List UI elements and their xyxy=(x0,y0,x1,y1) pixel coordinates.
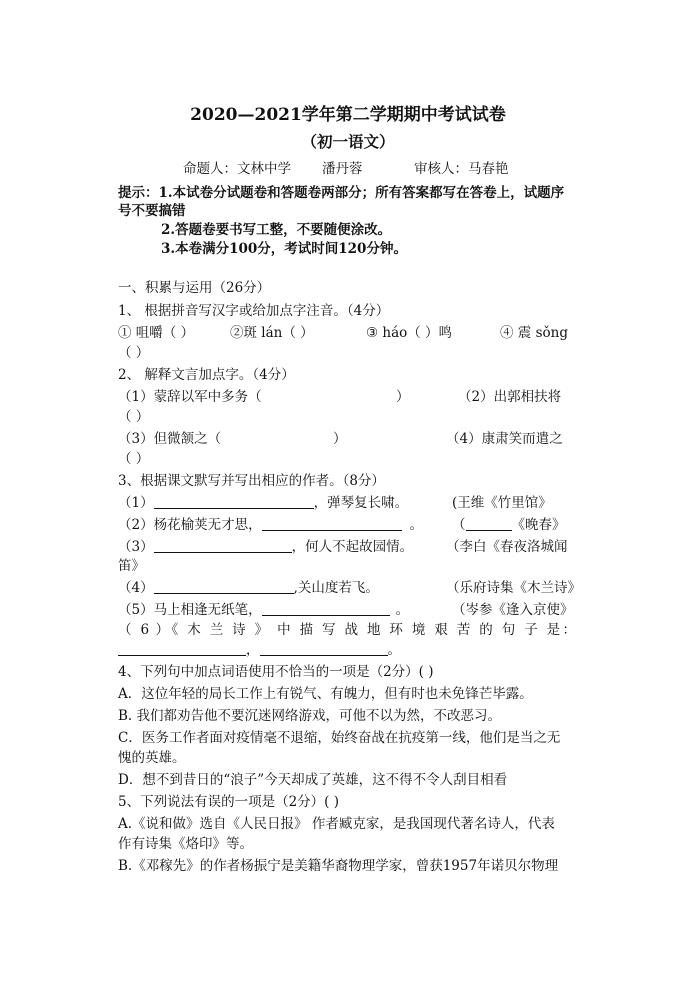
q2-item-d-wrap: （ ） xyxy=(118,451,150,467)
q1-item-3: ③ háo（ ）鸣 xyxy=(366,325,453,341)
answer-blank xyxy=(118,642,246,656)
q3-line-4 xyxy=(118,579,379,597)
q3-line-2-source-post: 《晚春》 xyxy=(511,517,566,533)
q5-option-a-wrap: 作有诗集《烙印》等。 xyxy=(118,836,253,852)
q4-option-c-wrap: 愧的英雄。 xyxy=(118,750,186,766)
answer-blank xyxy=(154,495,314,509)
q2-item-a-close: ） xyxy=(396,389,410,405)
q3-line-5-pre: （5）马上相逢无纸笔， xyxy=(118,602,262,618)
notice-line-2: 号不要搞错 xyxy=(118,203,186,219)
q5-option-b: B.《邓稼先》的作者杨振宁是美籍华裔物理学家，曾获1957年诺贝尔物理 xyxy=(118,858,559,874)
q3-line-2-source-pre: （ xyxy=(452,517,466,533)
exam-title: 2020—2021学年第二学期期中考试试卷 xyxy=(190,105,506,125)
q3-line-4-pre: （4） xyxy=(118,580,154,596)
q4-option-a: A．这位年轻的局长工作上有锐气、有魄力，但有时也未免锋芒毕露。 xyxy=(118,686,533,702)
reviewer: 审核人：马春艳 xyxy=(414,161,509,177)
q3-line-1-post: ，弹琴复长啸。 xyxy=(313,495,409,511)
q3-line-4-source: （乐府诗集《木兰诗》 xyxy=(446,580,581,596)
q3-line-3 xyxy=(118,538,413,556)
q5-stem: 5、下列说法有误的一项是（2分）( ) xyxy=(118,794,340,810)
q1-item-1: ① 咀嚼（ ） xyxy=(118,325,195,341)
setter-name: 潘丹蓉 xyxy=(322,161,363,177)
answer-blank xyxy=(262,517,402,531)
q3-stem: 3、根据课文默写并写出相应的作者。（8分） xyxy=(118,473,385,489)
answer-blank xyxy=(466,517,512,531)
exam-subtitle: （初一语文） xyxy=(301,132,395,151)
q1-stem: 1、 根据拼音写汉字或给加点字注音。（4分） xyxy=(118,303,390,319)
answer-blank xyxy=(154,580,294,594)
q1-wrap: （ ） xyxy=(118,345,150,361)
q4-option-b: B. 我们都劝告他不要沉迷网络游戏，可他不以为然，不改恶习。 xyxy=(118,708,502,724)
q3-line-5-source: （岑参《逢入京使》 xyxy=(452,602,574,618)
notice-line-4: 3.本卷满分100分，考试时间120分钟。 xyxy=(161,241,407,257)
q2-item-c: （3）但微颔之（ xyxy=(118,431,222,447)
q3-line-1-source: (王维《竹里馆》 xyxy=(452,495,552,511)
q4-stem: 4、下列句中加点词语使用不恰当的一项是（2分）( ) xyxy=(118,664,434,680)
q2-item-d: （4）康肃笑而遣之 xyxy=(446,431,563,447)
notice-line-1: 提示：1.本试卷分试题卷和答题卷两部分；所有答案都写在答卷上，试题序 xyxy=(118,185,565,201)
q3-line-3-pre: （3） xyxy=(118,539,154,555)
q3-line-2-post: 。 xyxy=(409,517,424,533)
q3-line-6: （ 6 ）《 木 兰 诗 》 中 描 写 战 地 环 境 艰 苦 的 句 子 是： xyxy=(118,622,576,638)
q3-line-2 xyxy=(118,516,423,534)
q3-line-5-post: 。 xyxy=(395,602,410,618)
q4-option-c: C．医务工作者面对疫情毫不退缩，始终奋战在抗疫第一线，他们是当之无 xyxy=(118,730,561,746)
q3-line-3-post: ，何人不起故园情。 xyxy=(291,539,414,555)
q3-line-1-pre: （1） xyxy=(118,495,154,511)
q3-line-6-sep: ， xyxy=(246,642,260,658)
q1-item-2: ②斑 lán（ ） xyxy=(230,325,314,341)
q3-line-3-wrap: 笛》 xyxy=(118,558,145,574)
setter-label: 命题人：文林中学 xyxy=(183,161,291,177)
q2-item-a: （1）蒙辞以军中多务（ xyxy=(118,389,262,405)
q3-line-4-post: ,关山度若飞。 xyxy=(293,580,379,596)
answer-blank xyxy=(260,642,388,656)
q1-item-4: ④ 震 sǒng xyxy=(500,325,568,341)
q3-line-6-end: 。 xyxy=(387,642,401,658)
q3-line-2-pre: （2）杨花榆荚无才思， xyxy=(118,517,262,533)
q2-item-b-wrap: （ ） xyxy=(118,409,150,425)
q3-line-6-blanks xyxy=(118,641,401,659)
notice-line-3: 2.答题卷要书写工整，不要随便涂改。 xyxy=(161,222,392,238)
q2-stem: 2、 解释文言加点字。（4分） xyxy=(118,367,295,383)
q3-line-2-source xyxy=(452,516,566,534)
q2-item-c-close: ） xyxy=(333,431,347,447)
q3-line-3-source: （李白《春夜洛城闻 xyxy=(446,539,568,555)
section-heading: 一、积累与运用（26分） xyxy=(118,280,271,296)
q3-line-1 xyxy=(118,494,408,512)
q5-option-a: A.《说和做》选自《人民日报》 作者臧克家，是我国现代著名诗人，代表 xyxy=(118,816,555,832)
answer-blank xyxy=(154,539,292,553)
q4-option-d: D．想不到昔日的“浪子”今天却成了英雄，这不得不令人刮目相看 xyxy=(118,772,508,788)
q2-item-b: （2）出郭相扶将 xyxy=(458,389,562,405)
answer-blank xyxy=(262,602,390,616)
q3-line-5 xyxy=(118,601,409,619)
